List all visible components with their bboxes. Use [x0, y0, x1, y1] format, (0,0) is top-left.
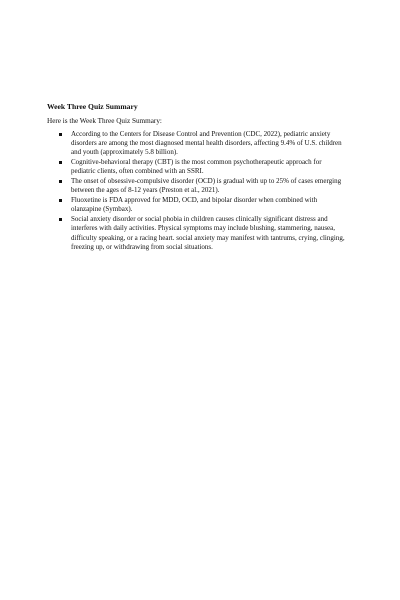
bullet-item-social-anxiety: [47, 215, 347, 252]
summary-bullet-list: [47, 130, 347, 252]
square-bullet-icon: [59, 161, 62, 164]
square-bullet-icon: [59, 133, 62, 136]
square-bullet-icon: [59, 180, 62, 183]
square-bullet-icon: [59, 199, 62, 202]
bullet-item-ocd: [47, 177, 347, 195]
document-content: [47, 102, 347, 253]
bullet-item-fluoxetine: [47, 196, 347, 214]
bullet-item-cbt: [47, 158, 347, 176]
bullet-text-cbt: Cognitive-behavioral therapy (CBT) is the most common psychotherapeutic approach for pediatric clients, often combined with an SSRI.: [71, 158, 322, 176]
bullet-text-fluoxetine: Fluoxetine is FDA approved for MDD, OCD, and bipolar disorder when combined with olanzapine (Symbax).: [71, 196, 318, 214]
square-bullet-icon: [59, 218, 62, 221]
bullet-text-social-anxiety: Social anxiety disorder or social phobia in children causes clinically significant distress and interferes with daily activities. Physical symptoms may include blushing, stammering, nausea, difficulty speaking, or a racing heart. social anxiety may manifest with tantrums, crying, clinging, freezing up, or withdrawing from social situations.: [71, 215, 345, 251]
document-title: Week Three Quiz Summary: [47, 102, 138, 111]
intro-text: Here is the Week Three Quiz Summary:: [47, 117, 162, 125]
bullet-text-cdc: According to the Centers for Disease Control and Prevention (CDC, 2022), pediatric anxiety disorders are among the most diagnosed mental health disorders, affecting 9.4% of U.S. children and youth (approximately 5.8 billion).: [71, 130, 342, 157]
bullet-item-cdc: [47, 130, 347, 158]
bullet-text-ocd: The onset of obsessive-compulsive disorder (OCD) is gradual with up to 25% of cases emerging between the ages of 8-12 years (Preston et al., 2021).: [71, 177, 342, 195]
